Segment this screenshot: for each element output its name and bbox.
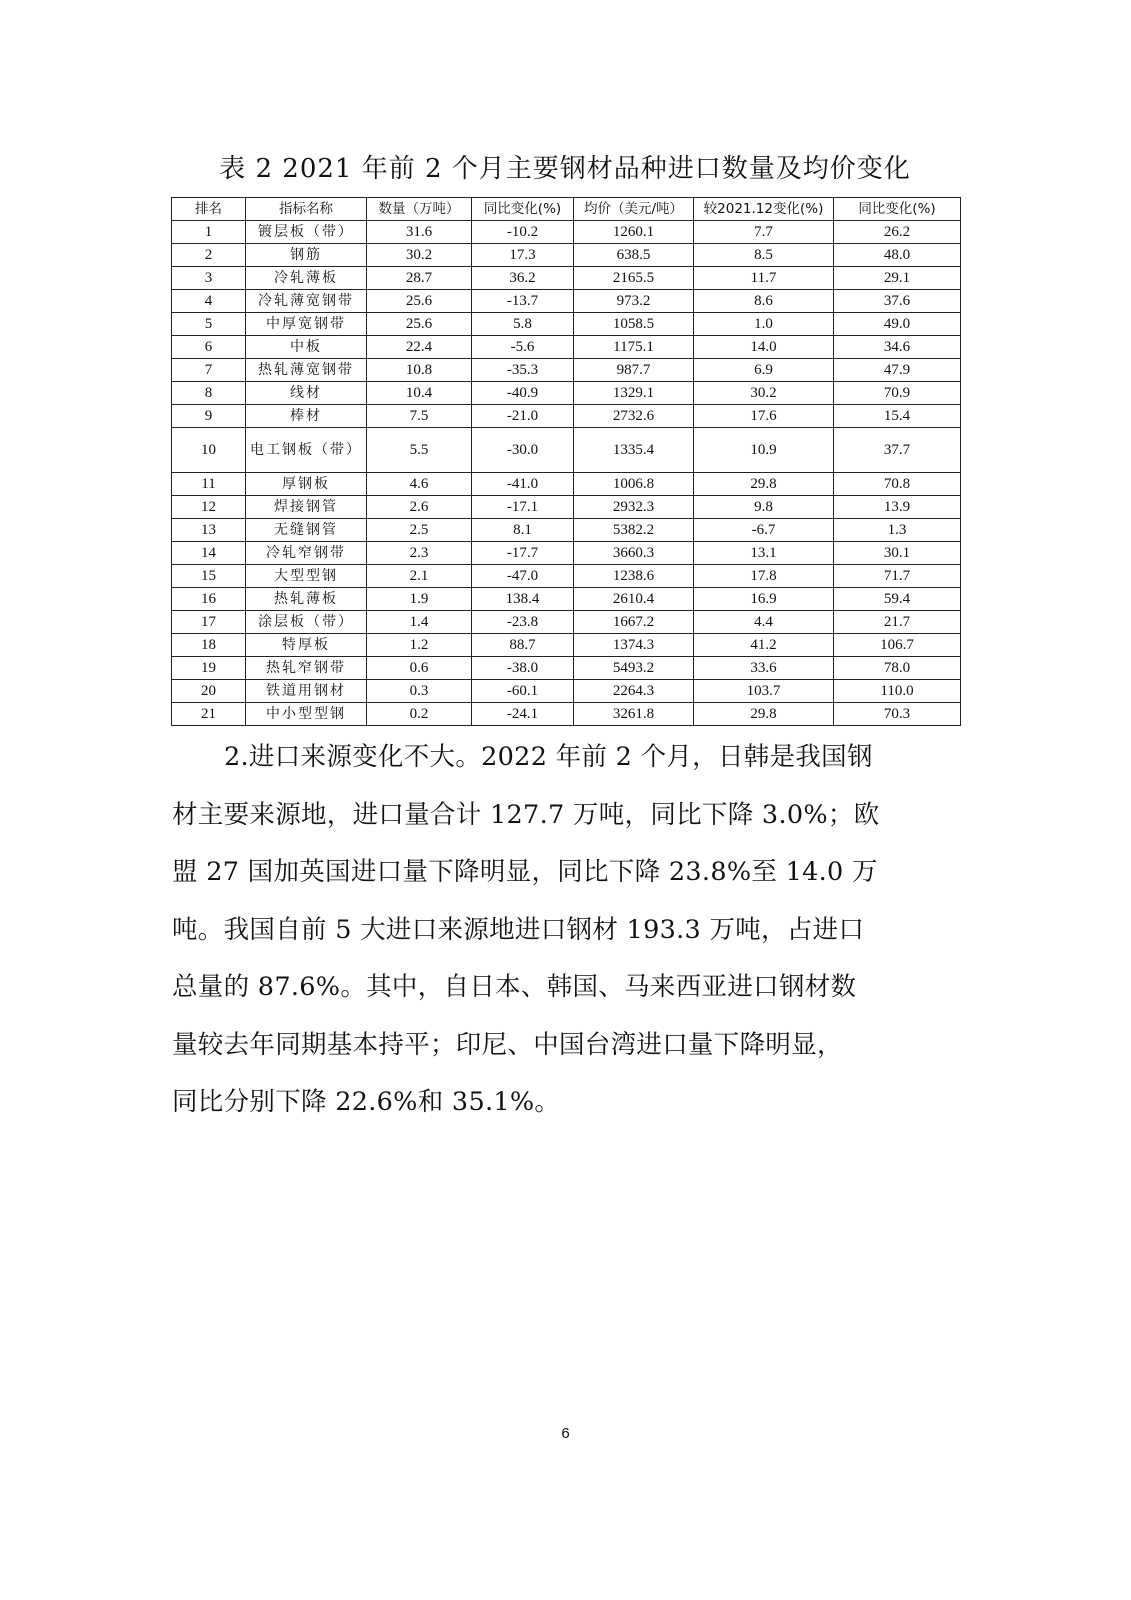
table-cell-name: 冷轧薄宽钢带 — [246, 290, 367, 313]
table-cell: 37.6 — [834, 290, 961, 313]
table-cell: 17.3 — [472, 244, 574, 267]
table-row — [172, 313, 961, 336]
table-cell-name: 焊接钢管 — [246, 496, 367, 519]
table-header-row — [172, 198, 961, 221]
table-row — [172, 588, 961, 611]
table-cell: -60.1 — [472, 680, 574, 703]
table-row — [172, 428, 961, 473]
table-cell: 34.6 — [834, 336, 961, 359]
paragraph-line: 材主要来源地，进口量合计 127.7 万吨，同比下降 3.0%；欧 — [172, 799, 880, 830]
table-cell: 4.4 — [694, 611, 834, 634]
table-cell: 78.0 — [834, 657, 961, 680]
table-cell: 41.2 — [694, 634, 834, 657]
table-cell: 106.7 — [834, 634, 961, 657]
table-cell-name: 冷轧薄板 — [246, 267, 367, 290]
table-cell: 10.4 — [367, 382, 472, 405]
table-cell: 59.4 — [834, 588, 961, 611]
table-cell: 8 — [172, 382, 246, 405]
table-cell: 16.9 — [694, 588, 834, 611]
table-cell: 1335.4 — [574, 428, 694, 473]
table-cell: -24.1 — [472, 703, 574, 726]
table-cell: 2610.4 — [574, 588, 694, 611]
table-cell: 22.4 — [367, 336, 472, 359]
table-row — [172, 496, 961, 519]
paragraph-line: 吨。我国自前 5 大进口来源地进口钢材 193.3 万吨，占进口 — [172, 914, 865, 945]
table-cell: 21 — [172, 703, 246, 726]
table-cell: 987.7 — [574, 359, 694, 382]
table-cell: 13 — [172, 519, 246, 542]
table-cell: 1.4 — [367, 611, 472, 634]
table-cell: 8.1 — [472, 519, 574, 542]
table-row — [172, 221, 961, 244]
table-cell-name: 镀层板（带） — [246, 221, 367, 244]
header-indicator-name: 指标名称 — [246, 198, 367, 221]
table-cell: -10.2 — [472, 221, 574, 244]
table-cell: 71.7 — [834, 565, 961, 588]
table-cell: 5493.2 — [574, 657, 694, 680]
header-rank: 排名 — [172, 198, 246, 221]
table-cell-name: 大型型钢 — [246, 565, 367, 588]
table-cell: 5382.2 — [574, 519, 694, 542]
steel-import-table — [171, 197, 961, 726]
table-cell-name: 热轧薄板 — [246, 588, 367, 611]
table-cell: 30.2 — [367, 244, 472, 267]
table-row — [172, 244, 961, 267]
table-cell: 110.0 — [834, 680, 961, 703]
table-row — [172, 542, 961, 565]
table-row — [172, 359, 961, 382]
table-cell: 28.7 — [367, 267, 472, 290]
table-cell: 2932.3 — [574, 496, 694, 519]
table-cell: 1260.1 — [574, 221, 694, 244]
table-cell: -21.0 — [472, 405, 574, 428]
table-cell: -38.0 — [472, 657, 574, 680]
table-cell-name: 线材 — [246, 382, 367, 405]
table-cell: 1238.6 — [574, 565, 694, 588]
table-cell: 19 — [172, 657, 246, 680]
paragraph-line: 2.进口来源变化不大。2022 年前 2 个月，日韩是我国钢 — [224, 742, 873, 772]
table-cell: 1 — [172, 221, 246, 244]
table-cell: 8.5 — [694, 244, 834, 267]
table-cell: 11.7 — [694, 267, 834, 290]
table-cell: 17.6 — [694, 405, 834, 428]
table-cell: 4.6 — [367, 473, 472, 496]
table-cell: 7 — [172, 359, 246, 382]
table-cell: -30.0 — [472, 428, 574, 473]
table-cell: 17.8 — [694, 565, 834, 588]
table-cell: -41.0 — [472, 473, 574, 496]
header-quantity-yoy: 同比变化(%) — [472, 198, 574, 221]
table-cell: 8.6 — [694, 290, 834, 313]
table-cell: 47.9 — [834, 359, 961, 382]
table-cell: 29.8 — [694, 473, 834, 496]
table-cell: 973.2 — [574, 290, 694, 313]
table-cell: -17.1 — [472, 496, 574, 519]
table-cell: 18 — [172, 634, 246, 657]
table-cell: 15.4 — [834, 405, 961, 428]
table-cell: -23.8 — [472, 611, 574, 634]
table-cell-name: 热轧窄钢带 — [246, 657, 367, 680]
table-cell: 0.3 — [367, 680, 472, 703]
table-cell: -13.7 — [472, 290, 574, 313]
table-cell: 1.0 — [694, 313, 834, 336]
table-cell: 20 — [172, 680, 246, 703]
table-cell: 13.1 — [694, 542, 834, 565]
body-paragraph — [172, 729, 962, 1132]
table-cell: 14.0 — [694, 336, 834, 359]
table-cell: 31.6 — [367, 221, 472, 244]
header-avg-price: 均价（美元/吨） — [574, 198, 694, 221]
table-cell: 7.5 — [367, 405, 472, 428]
table-row — [172, 703, 961, 726]
table-cell-name: 铁道用钢材 — [246, 680, 367, 703]
table-cell: 13.9 — [834, 496, 961, 519]
table-cell-name: 冷轧窄钢带 — [246, 542, 367, 565]
table-cell-name: 中厚宽钢带 — [246, 313, 367, 336]
table-cell: 29.8 — [694, 703, 834, 726]
table-cell: 1058.5 — [574, 313, 694, 336]
table-cell: 2 — [172, 244, 246, 267]
table-cell: 25.6 — [367, 313, 472, 336]
table-cell: 2.3 — [367, 542, 472, 565]
table-body — [172, 221, 961, 726]
table-cell: 2.5 — [367, 519, 472, 542]
table-cell: 3261.8 — [574, 703, 694, 726]
table-cell: 7.7 — [694, 221, 834, 244]
header-price-vs-dec: 较2021.12变化(%) — [694, 198, 834, 221]
table-cell: 1.2 — [367, 634, 472, 657]
table-cell: 14 — [172, 542, 246, 565]
table-row — [172, 405, 961, 428]
table-row — [172, 267, 961, 290]
table-cell: 4 — [172, 290, 246, 313]
table-row — [172, 336, 961, 359]
table-cell: 5.8 — [472, 313, 574, 336]
table-cell: 30.1 — [834, 542, 961, 565]
table-cell: 1329.1 — [574, 382, 694, 405]
paragraph-line: 盟 27 国加英国进口量下降明显，同比下降 23.8%至 14.0 万 — [172, 857, 878, 887]
table-row — [172, 634, 961, 657]
table-cell: 29.1 — [834, 267, 961, 290]
table-cell: 88.7 — [472, 634, 574, 657]
table-cell-name: 无缝钢管 — [246, 519, 367, 542]
table-cell: 48.0 — [834, 244, 961, 267]
header-quantity: 数量（万吨） — [367, 198, 472, 221]
paragraph-line: 量较去年同期基本持平；印尼、中国台湾进口量下降明显， — [172, 1029, 843, 1060]
table-cell: 21.7 — [834, 611, 961, 634]
table-cell: 2.1 — [367, 565, 472, 588]
table-cell: 638.5 — [574, 244, 694, 267]
table-cell: 5 — [172, 313, 246, 336]
table-cell: -5.6 — [472, 336, 574, 359]
table-cell: 17 — [172, 611, 246, 634]
paragraph-line: 总量的 87.6%。其中，自日本、韩国、马来西亚进口钢材数 — [172, 972, 857, 1002]
table-cell: 15 — [172, 565, 246, 588]
table-cell: 37.7 — [834, 428, 961, 473]
table-cell: 33.6 — [694, 657, 834, 680]
table-cell: -17.7 — [472, 542, 574, 565]
table-cell: 49.0 — [834, 313, 961, 336]
table-cell: -47.0 — [472, 565, 574, 588]
table-cell-name: 涂层板（带） — [246, 611, 367, 634]
table-cell: 10.8 — [367, 359, 472, 382]
table-cell: 11 — [172, 473, 246, 496]
table-cell: 70.9 — [834, 382, 961, 405]
table-cell: 6.9 — [694, 359, 834, 382]
table-cell: -40.9 — [472, 382, 574, 405]
table-cell: 0.2 — [367, 703, 472, 726]
table-cell: 138.4 — [472, 588, 574, 611]
table-caption: 表 2 2021 年前 2 个月主要钢材品种进口数量及均价变化 — [219, 154, 911, 184]
table-cell: 26.2 — [834, 221, 961, 244]
table-cell: 3660.3 — [574, 542, 694, 565]
table-row — [172, 680, 961, 703]
table-cell: 1.3 — [834, 519, 961, 542]
table-row — [172, 657, 961, 680]
table-cell: 70.8 — [834, 473, 961, 496]
table-cell: 12 — [172, 496, 246, 519]
table-cell: 2264.3 — [574, 680, 694, 703]
table-cell: 70.3 — [834, 703, 961, 726]
table-cell: 2.6 — [367, 496, 472, 519]
table-row — [172, 611, 961, 634]
table-row — [172, 565, 961, 588]
table-cell: 103.7 — [694, 680, 834, 703]
table-cell: 6 — [172, 336, 246, 359]
table-cell: 2165.5 — [574, 267, 694, 290]
table-cell: 16 — [172, 588, 246, 611]
table-cell: 9.8 — [694, 496, 834, 519]
table-row — [172, 290, 961, 313]
table-cell: 10 — [172, 428, 246, 473]
table-cell: 10.9 — [694, 428, 834, 473]
header-price-yoy: 同比变化(%) — [834, 198, 961, 221]
table-cell-name: 热轧薄宽钢带 — [246, 359, 367, 382]
table-cell: 1374.3 — [574, 634, 694, 657]
table-cell: 2732.6 — [574, 405, 694, 428]
table-cell: 0.6 — [367, 657, 472, 680]
table-cell-name: 电工钢板（带） — [246, 428, 367, 473]
table-cell: 36.2 — [472, 267, 574, 290]
table-cell-name: 棒材 — [246, 405, 367, 428]
table-cell: -6.7 — [694, 519, 834, 542]
page-number: 6 — [561, 1425, 570, 1442]
table-cell: -35.3 — [472, 359, 574, 382]
table-cell-name: 中小型型钢 — [246, 703, 367, 726]
table-row — [172, 473, 961, 496]
table-cell: 5.5 — [367, 428, 472, 473]
table-row — [172, 519, 961, 542]
paragraph-line: 同比分别下降 22.6%和 35.1%。 — [172, 1087, 561, 1117]
table-cell: 1175.1 — [574, 336, 694, 359]
table-cell-name: 特厚板 — [246, 634, 367, 657]
table-row — [172, 382, 961, 405]
table-cell: 30.2 — [694, 382, 834, 405]
table-cell: 9 — [172, 405, 246, 428]
table-cell-name: 钢筋 — [246, 244, 367, 267]
table-cell: 1.9 — [367, 588, 472, 611]
table-cell: 1006.8 — [574, 473, 694, 496]
table-cell: 1667.2 — [574, 611, 694, 634]
table-cell: 3 — [172, 267, 246, 290]
table-cell-name: 厚钢板 — [246, 473, 367, 496]
table-cell-name: 中板 — [246, 336, 367, 359]
table-cell: 25.6 — [367, 290, 472, 313]
